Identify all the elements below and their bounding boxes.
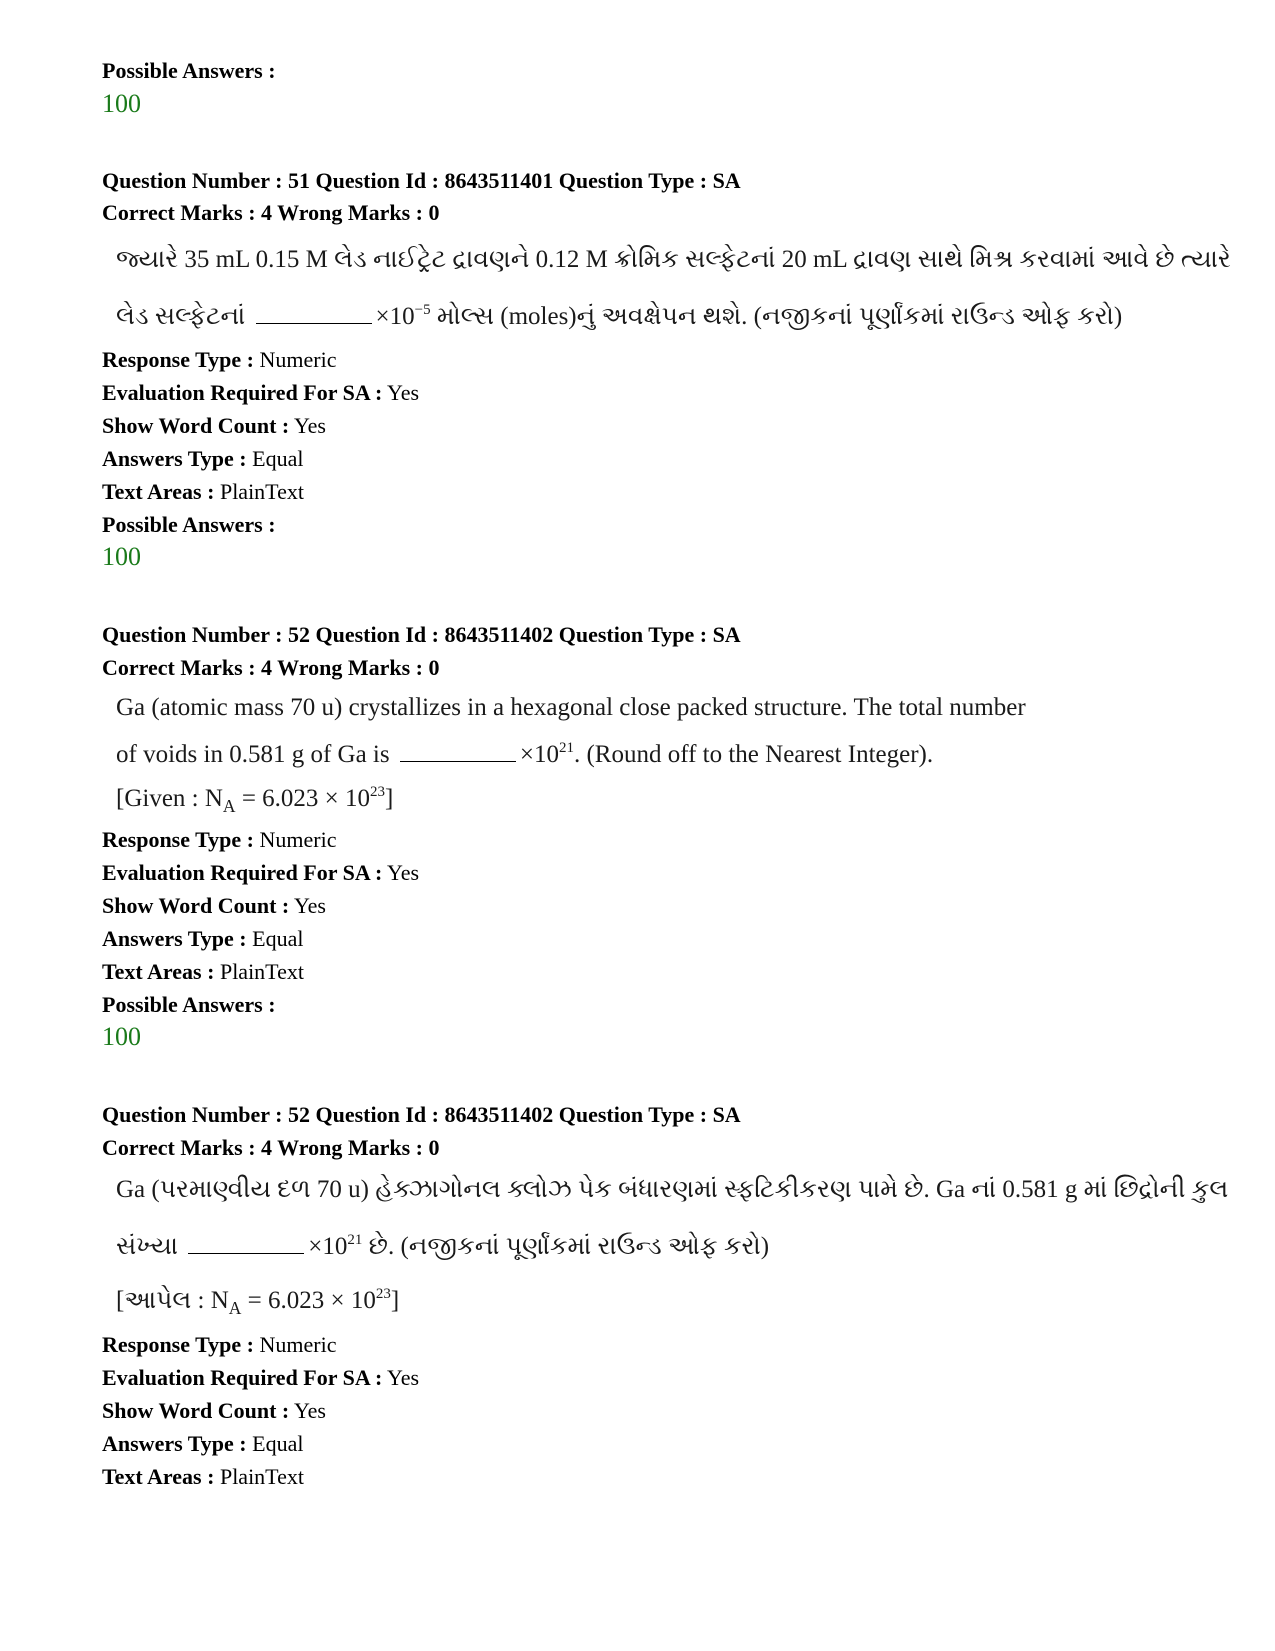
answers-type-row: Answers Type : Equal — [102, 1431, 304, 1456]
possible-answer-value: 100 — [102, 542, 141, 571]
possible-answer-value: 100 — [102, 89, 141, 118]
response-type-row: Response Type : Numeric — [102, 1332, 337, 1357]
possible-answer-value: 100 — [102, 1022, 141, 1051]
answer-blank — [400, 741, 516, 762]
evaluation-required-row: Evaluation Required For SA : Yes — [102, 1365, 420, 1390]
given-constant: [Given : $N_A = 6.023 \times 10^{23}$] — [116, 784, 394, 816]
question-text: Ga (atomic mass 70 u) crystallizes in a hexagonal close packed structure. The total number of voids in 0.581 g of Ga is $\times 10^{21}$. (Round off to the Nearest Integer). [Given : $N_A = 6.023 \times 10^{23}$] — [116, 688, 1196, 812]
question-header: Question Number : 52 Question Id : 8643511402 Question Type : SA — [102, 1102, 741, 1127]
evaluation-required-row: Evaluation Required For SA : Yes — [102, 380, 420, 405]
question-header: Question Number : 51 Question Id : 8643511401 Question Type : SA — [102, 168, 741, 193]
possible-answers-label: Possible Answers : — [102, 512, 276, 537]
question-text: જ્યારે 35 mL 0.15 M લેડ નાઈટ્રેટ દ્રાવણને 0.12 M ક્રોમિક સલ્ફેટનાં 20 mL દ્રાવણ સાથે મિશ્ર કરવામાં આવે છે ત્યારે લેડ સલ્ફેટનાં $\times 10^{-5}$ મોલ્સ (moles)નું અવક્ષેપન થશે. (નજીકનાં પૂર્ણાંકમાં રાઉન્ડ ઓફ કરો) — [116, 246, 1231, 330]
given-constant: [આપેલ : $N_A = 6.023 \times 10^{23}$] — [116, 1286, 400, 1318]
question-header: Question Number : 52 Question Id : 8643511402 Question Type : SA — [102, 622, 741, 647]
answer-blank — [256, 303, 372, 324]
question-marks: Correct Marks : 4 Wrong Marks : 0 — [102, 1135, 440, 1160]
answers-type-row: Answers Type : Equal — [102, 926, 304, 951]
answer-blank — [188, 1233, 304, 1254]
possible-answers-label: Possible Answers : — [102, 58, 276, 83]
show-word-count-row: Show Word Count : Yes — [102, 1398, 326, 1423]
question-text: Ga (પરમાણ્વીય દળ 70 u) હેક્ઝાગોનલ ક્લોઝ પેક બંધારણમાં સ્ફટિકીકરણ પામે છે. Ga નાં 0.581 g માં છિદ્રોની કુલ સંખ્યા $\times 10^{21}$ છે. (નજીકનાં પૂર્ણાંકમાં રાઉન્ડ ઓફ કરો) [આપેલ : $N_A = 6.023 \times 10^{23}$] — [116, 1176, 1229, 1318]
question-marks: Correct Marks : 4 Wrong Marks : 0 — [102, 200, 440, 225]
question-marks: Correct Marks : 4 Wrong Marks : 0 — [102, 655, 440, 680]
show-word-count-row: Show Word Count : Yes — [102, 893, 326, 918]
answers-type-row: Answers Type : Equal — [102, 446, 304, 471]
show-word-count-row: Show Word Count : Yes — [102, 413, 326, 438]
response-type-row: Response Type : Numeric — [102, 827, 337, 852]
possible-answers-label: Possible Answers : — [102, 992, 276, 1017]
evaluation-required-row: Evaluation Required For SA : Yes — [102, 860, 420, 885]
text-areas-row: Text Areas : PlainText — [102, 1464, 304, 1489]
text-areas-row: Text Areas : PlainText — [102, 959, 304, 984]
text-areas-row: Text Areas : PlainText — [102, 479, 304, 504]
response-type-row: Response Type : Numeric — [102, 347, 337, 372]
